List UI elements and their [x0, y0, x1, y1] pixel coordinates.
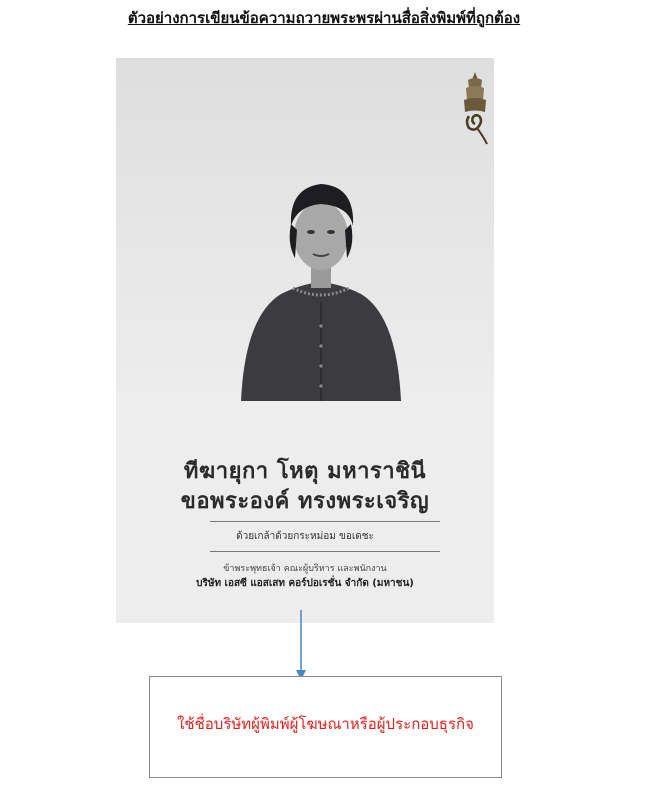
- page-heading: ตัวอย่างการเขียนข้อความถวายพระพรผ่านสื่อสิ่งพิมพ์ที่ถูกต้อง: [127, 9, 521, 27]
- ad-subtitle: ด้วยเกล้าด้วยกระหม่อม ขอเดชะ: [236, 531, 374, 542]
- ad-title-line-2: ขอพระองค์ ทรงพระเจริญ: [180, 488, 430, 514]
- advertisement-image: [116, 58, 494, 623]
- royal-emblem-icon: [459, 70, 491, 148]
- callout-text: ใช้ชื่อบริษัทผู้พิมพ์ผู้โฆษณาหรือผู้ประกอบธุรกิจ: [177, 715, 474, 733]
- arrow-down-icon: [293, 610, 309, 682]
- callout-box: [149, 676, 502, 778]
- ad-title-line-1: ทีฆายุกา โหตุ มหาราชินี: [183, 458, 427, 484]
- divider: [210, 551, 440, 552]
- ad-company-name: บริษัท เอสซี แอสเสท คอร์ปอเรชั่น จำกัด (มหาชน): [196, 578, 414, 589]
- portrait-photo: [221, 166, 421, 401]
- ad-sender-line: ข้าพระพุทธเจ้า คณะผู้บริหาร และพนักงาน: [223, 564, 387, 574]
- divider: [210, 521, 440, 522]
